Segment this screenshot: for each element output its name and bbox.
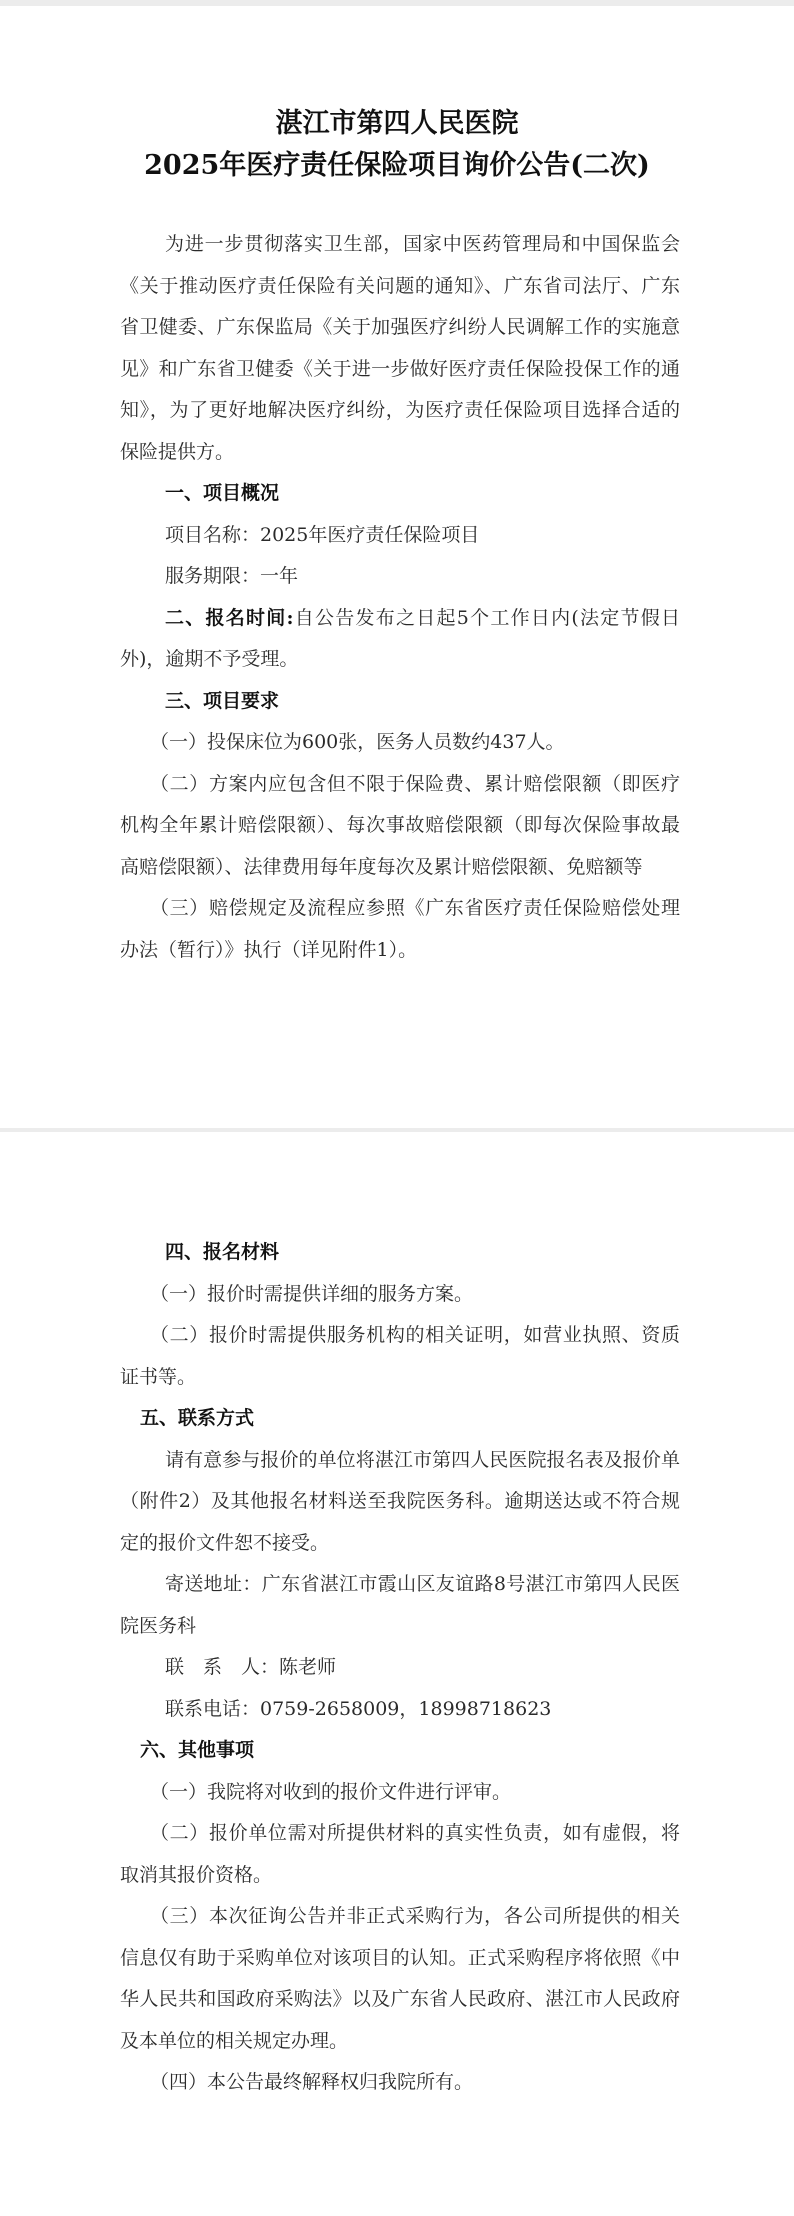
registration-time-text: 自公告发布之日起5个工作日内(法定节假日外)，逾期不予受理。 (120, 606, 680, 670)
section-heading-contact: 五、联系方式 (140, 1407, 255, 1429)
other-item-3: （三）本次征询公告并非正式采购行为，各公司所提供的相关信息仅有助于采购单位对该项目的认知。正式采购程序将依照《中华人民共和国政府采购法》以及广东省人民政府、湛江市人民政府及本单位的相关规定办理。 (120, 1905, 680, 2052)
requirement-item-1: （一）投保床位为600张，医务人员数约437人。 (150, 731, 565, 753)
service-period: 服务期限：一年 (165, 565, 299, 587)
contact-person: 联 系 人：陈老师 (165, 1656, 337, 1678)
announcement-title: 2025年医疗责任保险项目询价公告(二次) (144, 150, 650, 181)
section-heading-other: 六、其他事项 (140, 1739, 255, 1761)
document-page-1 (0, 6, 794, 1128)
contact-instructions: 请有意参与报价的单位将湛江市第四人民医院报名表及报价单（附件2）及其他报名材料送至我院医务科。逾期送达或不符合规定的报价文件恕不接受。 (120, 1448, 680, 1554)
intro-paragraph: 为进一步贯彻落实卫生部，国家中医药管理局和中国保监会《关于推动医疗责任保险有关问题的通知》、广东省司法厅、广东省卫健委、广东保监局《关于加强医疗纠纷人民调解工作的实施意见》和广东省卫健委《关于进一步做好医疗责任保险投保工作的通知》，为了更好地解决医疗纠纷，为医疗责任保险项目选择合适的保险提供方。 (120, 233, 680, 463)
other-item-2: （二）报价单位需对所提供材料的真实性负责，如有虚假，将取消其报价资格。 (120, 1822, 680, 1886)
registration-time-paragraph (120, 598, 680, 681)
mailing-address: 寄送地址：广东省湛江市霞山区友谊路8号湛江市第四人民医院医务科 (120, 1573, 680, 1637)
page1-body (120, 224, 680, 971)
section-heading-registration: 二、报名时间: (165, 606, 294, 629)
requirement-item-2: （二）方案内应包含但不限于保险费、累计赔偿限额（即医疗机构全年累计赔偿限额）、每次事故赔偿限额（即每次保险事故最高赔偿限额）、法律费用每年度每次及累计赔偿限额、免赔额等 (120, 772, 680, 878)
section-heading-requirements: 三、项目要求 (165, 689, 280, 712)
document-page-2 (0, 1132, 794, 2216)
other-item-1: （一）我院将对收到的报价文件进行评审。 (150, 1780, 512, 1803)
materials-item-2: （二）报价时需提供服务机构的相关证明，如营业执照、资质证书等。 (120, 1324, 680, 1388)
section-heading-materials: 四、报名材料 (165, 1241, 280, 1263)
page2-body (120, 1232, 680, 2104)
contact-phone: 联系电话：0759-2658009，18998718623 (165, 1697, 552, 1720)
section-heading-overview: 一、项目概况 (165, 482, 280, 504)
materials-item-1: （一）报价时需提供详细的服务方案。 (150, 1282, 474, 1305)
other-item-4: （四）本公告最终解释权归我院所有。 (150, 2071, 474, 2093)
requirement-item-3: （三）赔偿规定及流程应参照《广东省医疗责任保险赔偿处理办法（暂行）》执行（详见附件1）。 (120, 897, 680, 961)
project-name: 项目名称：2025年医疗责任保险项目 (165, 523, 480, 546)
hospital-title: 湛江市第四人民医院 (275, 108, 519, 139)
